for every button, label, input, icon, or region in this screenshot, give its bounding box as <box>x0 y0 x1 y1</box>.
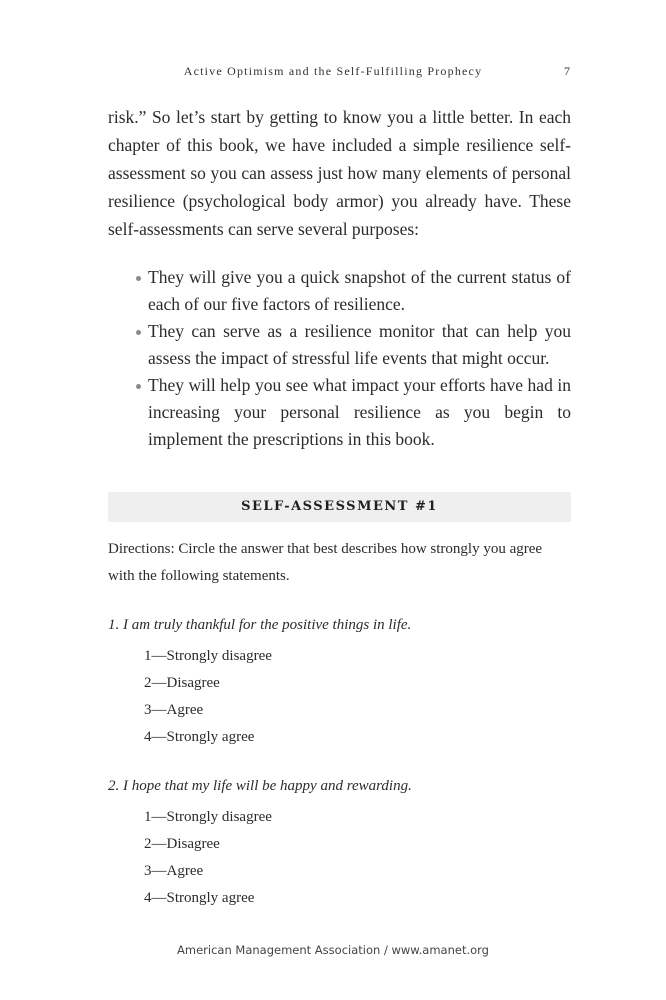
bullet-dot-icon <box>136 330 141 335</box>
purpose-bullet-list <box>108 264 571 453</box>
answer-option[interactable]: 4—Strongly agree <box>144 729 255 745</box>
intro-paragraph: risk.” So let’s start by getting to know you a little better. In each chapter of this book, we have included a simple resilience self-assessment so you can assess just how many elements of personal resilience (psychological body armor) you already have. These self-assessments can serve several purposes: <box>108 107 571 239</box>
page-footer: American Management Association / www.amanet.org <box>177 943 489 957</box>
question-1-options <box>144 643 272 751</box>
answer-option[interactable]: 3—Agree <box>144 863 204 879</box>
page-number: 7 <box>564 64 570 78</box>
answer-option[interactable]: 2—Disagree <box>144 675 220 691</box>
answer-option[interactable]: 1—Strongly disagree <box>144 648 272 664</box>
bullet-dot-icon <box>136 384 141 389</box>
bullet-dot-icon <box>136 276 141 281</box>
answer-option[interactable]: 1—Strongly disagree <box>144 809 272 825</box>
bullet-item <box>108 264 571 318</box>
bullet-text: They can serve as a resilience monitor that can help you assess the impact of stressful life events that might occur. <box>148 321 571 368</box>
question-2: 2. I hope that my life will be happy and rewarding. <box>108 778 412 794</box>
running-head: Active Optimism and the Self-Fulfilling Prophecy <box>183 64 483 78</box>
answer-option[interactable]: 3—Agree <box>144 702 204 718</box>
bullet-text: They will help you see what impact your efforts have had in increasing your personal resilience as you begin to implement the prescriptions in this book. <box>148 375 571 449</box>
answer-option[interactable]: 4—Strongly agree <box>144 890 255 906</box>
question-2-options <box>144 804 272 912</box>
bullet-item <box>108 318 571 372</box>
directions-text: Directions: Circle the answer that best describes how strongly you agree with the following statements. <box>108 541 543 584</box>
self-assessment-header: SELF-ASSESSMENT #1 <box>108 492 571 522</box>
question-1: 1. I am truly thankful for the positive things in life. <box>108 617 412 633</box>
answer-option[interactable]: 2—Disagree <box>144 836 220 852</box>
bullet-text: They will give you a quick snapshot of the current status of each of our five factors of resilience. <box>148 267 571 314</box>
bullet-item <box>108 372 571 453</box>
